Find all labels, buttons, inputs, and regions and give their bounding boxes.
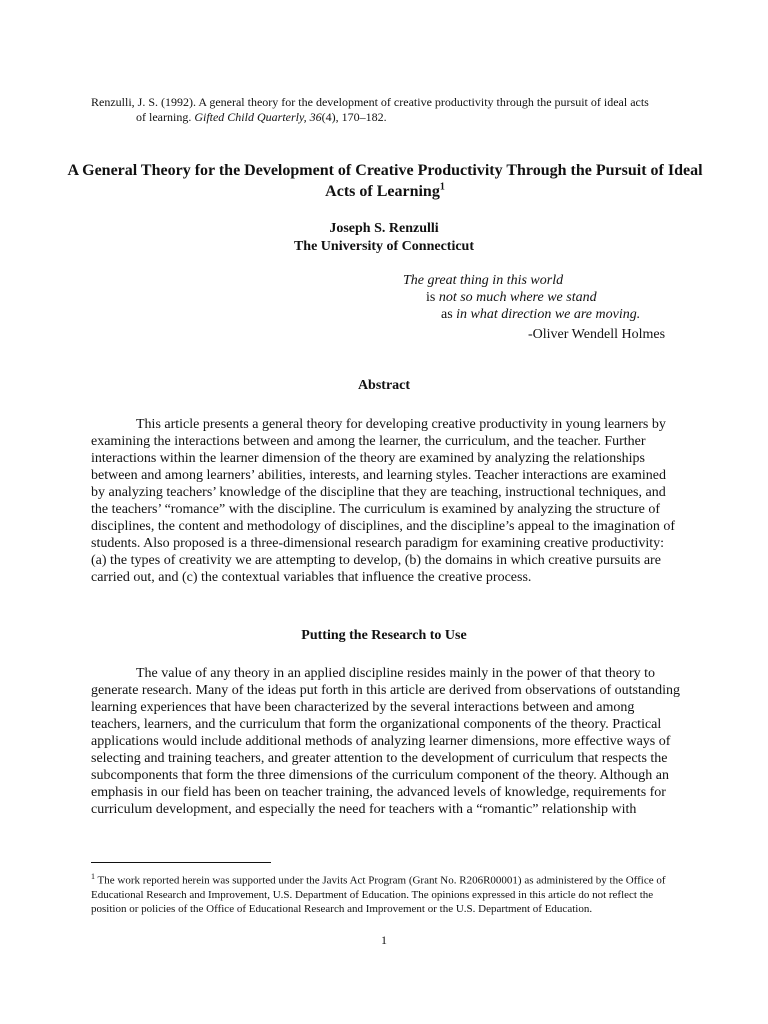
author-name: Joseph S. Renzulli: [329, 221, 439, 236]
footnote: [91, 870, 683, 916]
abstract-text: This article presents a general theory for developing creative productivity in young learners by examining the interactions between and among the learner, the curriculum, and the teacher. Further interactions within the learner dimension of the theory are examined by analyzing the relationships between and among learners’ abilities, interests, and learning styles. Teacher interactions are examined by analyzing teachers’ knowledge of the discipline that they are teaching, instructional techniques, and the teachers’ “romance” with the discipline. The curriculum is examined by analyzing the structure of disciplines, the content and methodology of disciplines, and the discipline’s appeal to the imagination of students. Also proposed is a three-dimensional research paradigm for examining creative productivity: (a) the types of creativity we are attempting to develop, (b) the domains in which creative pursuits are carried out, and (c) the contextual variables that influence the creative process.: [91, 417, 675, 585]
author-block: [0, 220, 768, 256]
abstract-paragraph: [91, 416, 683, 586]
section-text: The value of any theory in an applied discipline resides mainly in the power of that theory to generate research. Many of the ideas put forth in this article are derived from observations of outstanding learning experiences that have been characterized by the several interactions between and among teachers, learners, and the curriculum that form the organizational components of the theory. Practical applications would include additional methods of analyzing learner dimensions, more effective ways of selecting and training teachers, and greater attention to the development of curriculum that respects the subcomponents that form the three dimensions of the curriculum component of the theory. Although an emphasis in our field has been on teacher training, the advanced levels of knowledge, requirements for curriculum development, and especially the need for teachers with a “romantic” relationship with: [91, 666, 680, 817]
page-number: 1: [381, 933, 387, 947]
epigraph-line-2-pre: is: [426, 290, 439, 305]
author-affiliation: The University of Connecticut: [293, 239, 475, 254]
paper-title: [60, 160, 710, 202]
citation-line-1: Renzulli, J. S. (1992). A general theory for the development of creative productivity through the pursuit of ideal acts: [91, 95, 649, 109]
section-paragraph: [91, 665, 683, 818]
epigraph-line-1: [403, 272, 563, 289]
citation-journal: Gifted Child Quarterly, 36: [194, 110, 322, 124]
abstract-heading: Abstract: [357, 378, 411, 393]
citation-text: of learning.: [136, 110, 195, 124]
citation-pages: (4), 170–182.: [321, 110, 387, 124]
epigraph-attribution: -Oliver Wendell Holmes: [528, 327, 666, 342]
epigraph-line-2-italic: not so much where we stand: [438, 290, 597, 305]
epigraph-line-3-italic: in what direction we are moving.: [456, 307, 641, 322]
section-heading: Putting the Research to Use: [301, 628, 467, 643]
citation-line-2: [91, 110, 691, 125]
citation: [91, 95, 691, 125]
footnote-mark: 1: [91, 872, 95, 881]
epigraph-line-2: [426, 289, 597, 306]
footnote-divider: [91, 862, 271, 863]
epigraph-line-1-text: The great thing in this world: [403, 273, 564, 288]
footnote-text: The work reported herein was supported under the Javits Act Program (Grant No. R206R00001) as administered by the Office of Educational Research and Improvement, U.S. Department of Education. The opinions expressed in this article do not reflect the position or policies of the Office of Educational Research and Improvement or the U.S. Department of Education.: [91, 874, 666, 915]
epigraph-line-3-pre: as: [441, 307, 457, 322]
paper-title-text: A General Theory for the Development of Creative Productivity Through the Pursuit of Ideal Acts of Learning: [67, 162, 703, 200]
epigraph-line-3: [441, 306, 640, 323]
title-footnote-mark[interactable]: 1: [439, 181, 445, 193]
